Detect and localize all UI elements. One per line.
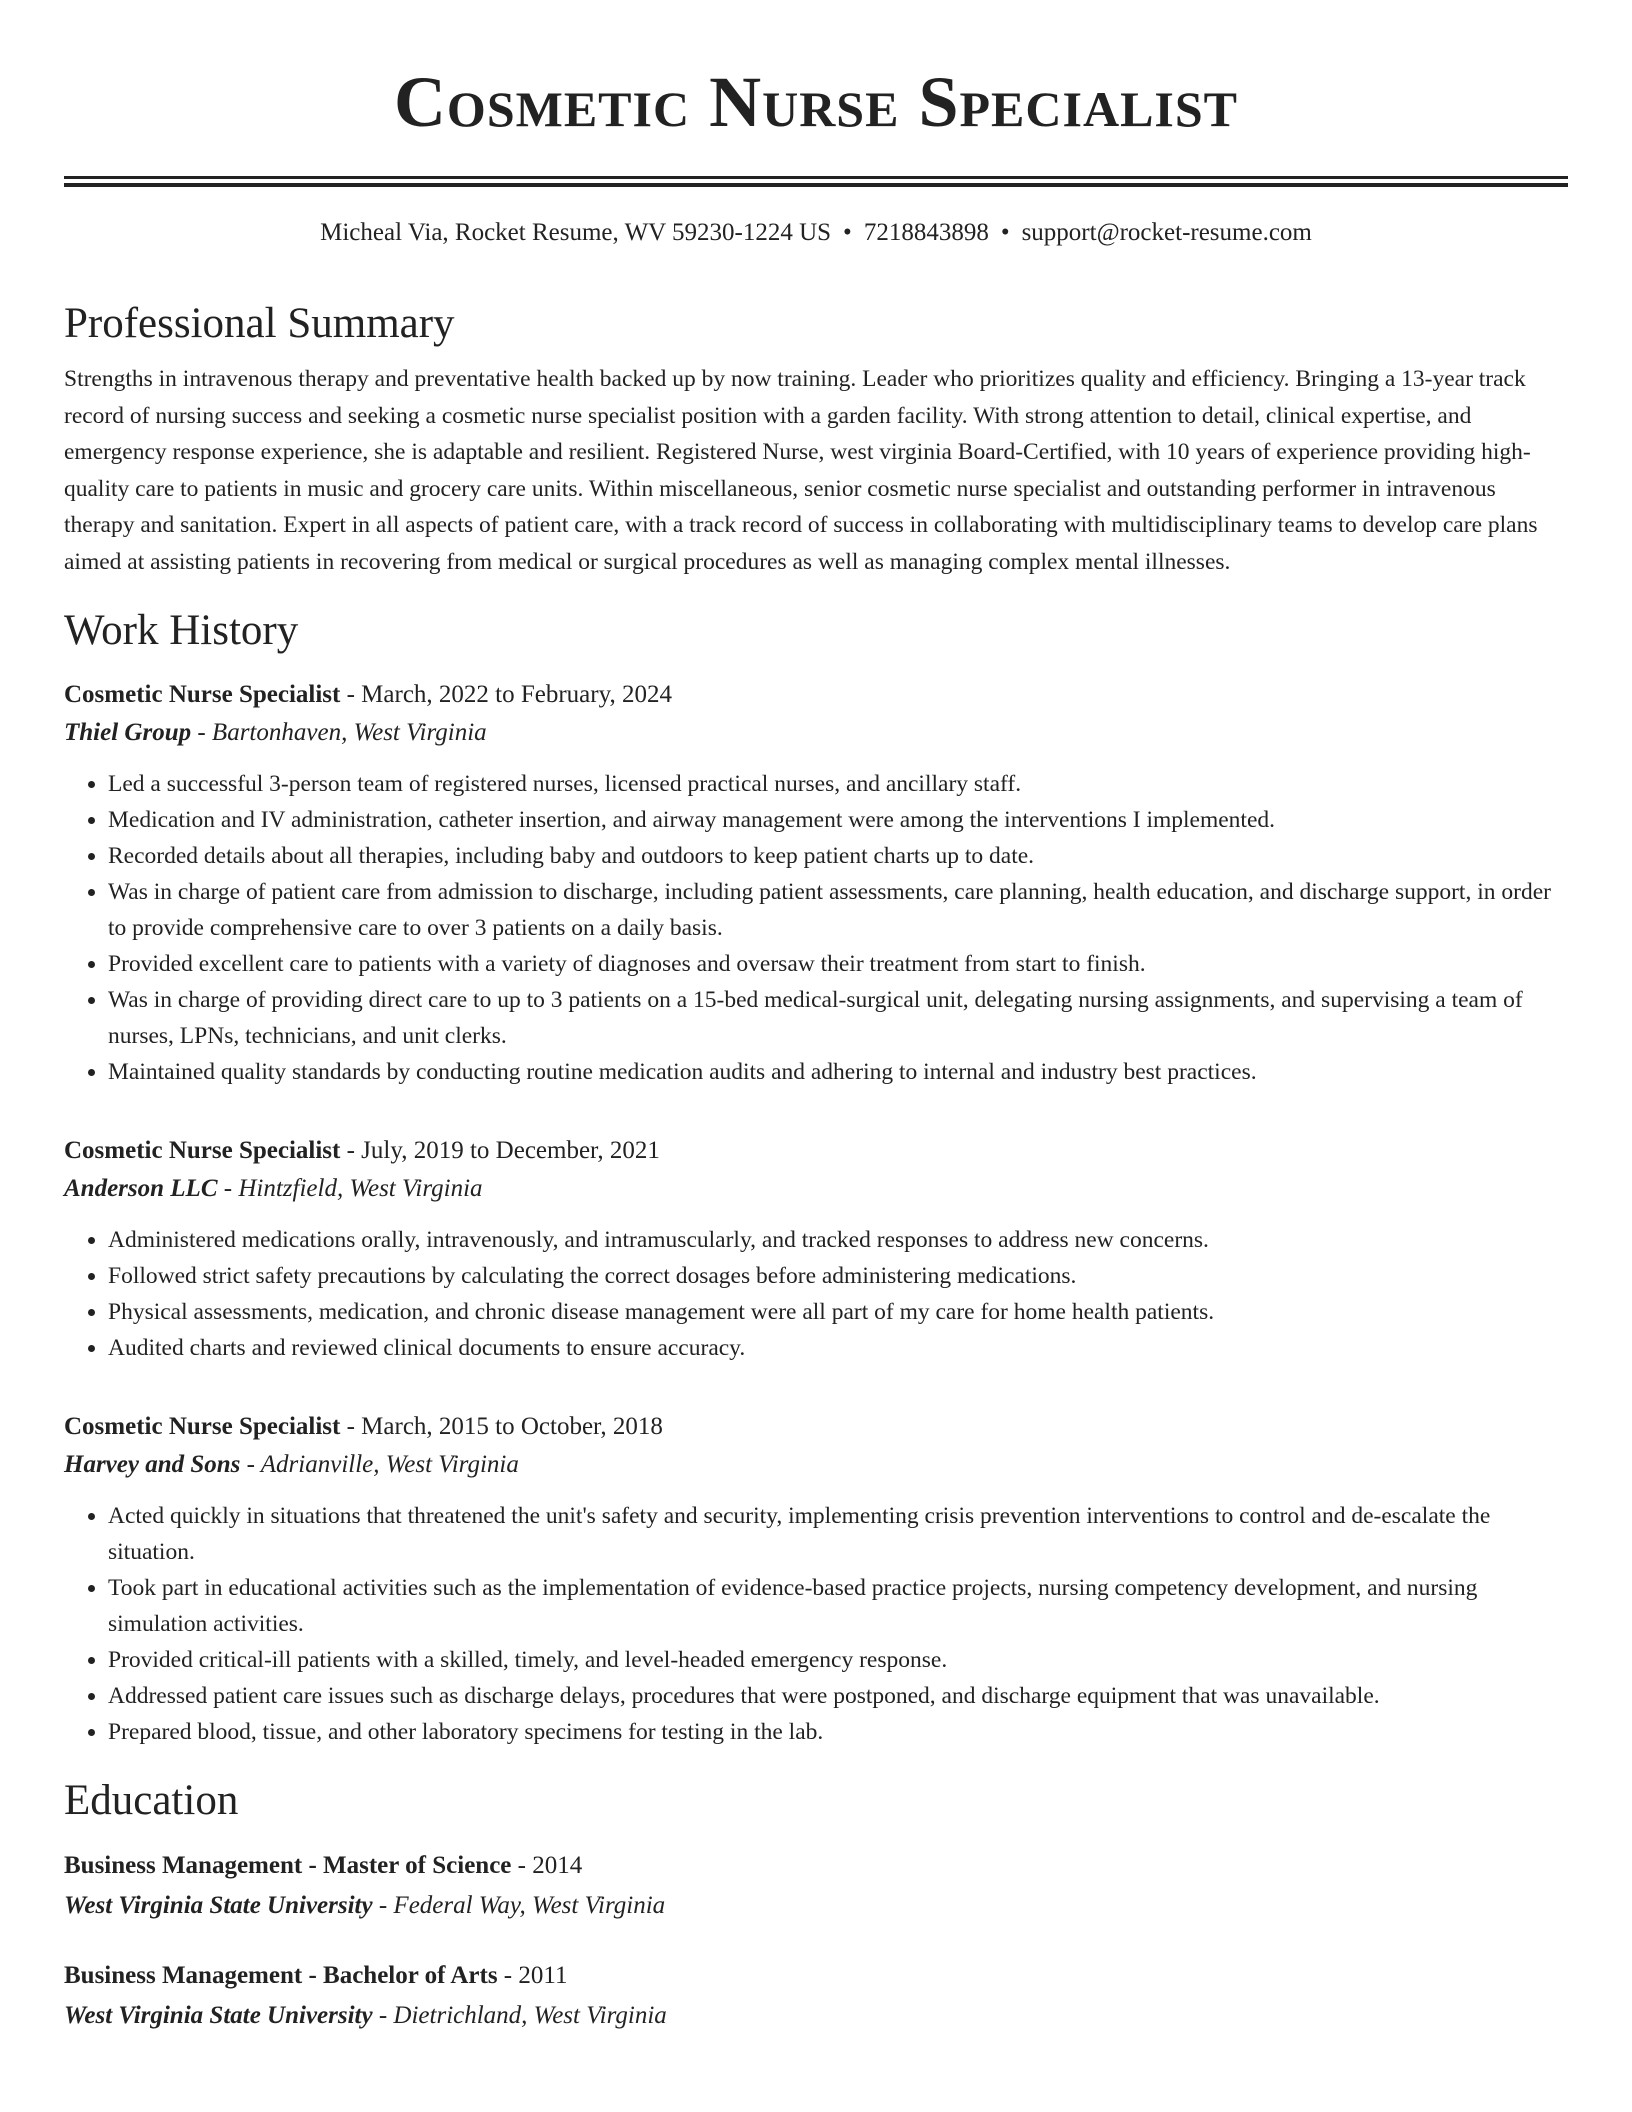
job-dates: - July, 2019 to December, 2021 [340,1137,660,1164]
job-role: Cosmetic Nurse Specialist [64,681,341,708]
education-degree-line [64,1956,1568,1996]
job-title-line [64,676,1568,714]
job-bullet: • Recorded details about all therapies, including baby and outdoors to keep patient charts up to date. [108,838,1568,874]
job-entry [64,1132,1568,1366]
job-company: Anderson LLC [64,1175,218,1202]
job-bullet: • Took part in educational activities such as the implementation of evidence-based practice projects, nursing competency development, and nursing simulation activities. [108,1570,1568,1642]
job-bullet: • Audited charts and reviewed clinical documents to ensure accuracy. [108,1330,1568,1366]
job-bullet: • Led a successful 3-person team of registered nurses, licensed practical nurses, and ancillary staff. [108,766,1568,802]
contact-line [64,217,1568,249]
education-school-line [64,1886,1568,1926]
job-location: - Hintzfield, West Virginia [217,1175,483,1202]
job-bullet: • Was in charge of patient care from admission to discharge, including patient assessments, care planning, health education, and discharge support, in order to provide comprehensive care to over 3 patients on a daily basis. [108,874,1568,946]
job-bullet: • Provided excellent care to patients with a variety of diagnoses and oversaw their treatment from start to finish. [108,946,1568,982]
job-bullet: • Followed strict safety precautions by calculating the correct dosages before administering medications. [108,1258,1568,1294]
education-location: - Federal Way, West Virginia [372,1892,666,1919]
job-bullet: • Maintained quality standards by conducting routine medication audits and adhering to internal and industry best practices. [108,1054,1568,1090]
job-bullet-list [64,766,1568,1090]
job-location: - Bartonhaven, West Virginia [191,719,487,746]
resume-name-title: Cosmetic Nurse Specialist [393,62,1239,142]
summary-heading: Professional Summary [64,300,455,347]
education-entry [64,1956,1568,2036]
job-bullet: • Medication and IV administration, catheter insertion, and airway management were among the interventions I implemented. [108,802,1568,838]
job-title-line [64,1132,1568,1170]
job-bullet: • Prepared blood, tissue, and other laboratory specimens for testing in the lab. [108,1714,1568,1750]
education-degree-line [64,1846,1568,1886]
work-history-heading: Work History [64,607,299,654]
job-bullet-list [64,1222,1568,1366]
education-heading: Education [64,1777,239,1824]
job-role: Cosmetic Nurse Specialist [64,1137,341,1164]
education-school: West Virginia State University [64,1892,373,1919]
job-entry [64,676,1568,1090]
job-bullet: • Addressed patient care issues such as discharge delays, procedures that were postponed, and discharge equipment that was unavailable. [108,1678,1568,1714]
job-role: Cosmetic Nurse Specialist [64,1413,341,1440]
contact-phone: 7218843898 [863,219,989,246]
education-school: West Virginia State University [64,2002,373,2029]
job-bullet: • Acted quickly in situations that threatened the unit's safety and security, implementing crisis prevention interventions to control and de-escalate the situation. [108,1498,1568,1570]
job-dates: - March, 2022 to February, 2024 [340,681,672,708]
job-bullet: • Administered medications orally, intravenously, and intramuscularly, and tracked responses to address new concerns. [108,1222,1568,1258]
job-bullet: • Provided critical-ill patients with a skilled, timely, and level-headed emergency response. [108,1642,1568,1678]
education-school-line [64,1996,1568,2036]
job-bullet: • Was in charge of providing direct care to up to 3 patients on a 15-bed medical-surgical unit, delegating nursing assignments, and supervising a team of nurses, LPNs, technicians, and unit clerks. [108,982,1568,1054]
contact-email: support@rocket-resume.com [1021,219,1312,246]
education-degree: Business Management - Master of Science [64,1852,512,1879]
job-company: Harvey and Sons [64,1451,241,1478]
education-entry [64,1846,1568,1926]
job-location: - Adrianville, West Virginia [240,1451,519,1478]
job-company-line [64,714,1568,752]
summary-text: Strengths in intravenous therapy and preventative health backed up by now training. Leader who prioritizes quality and efficiency. Bringing a 13-year track record of nursing success and seeking a cosmetic nurse specialist position with a garden facility. With strong attention to detail, clinical expertise, and emergency response experience, she is adaptable and resilient. Registered Nurse, west virginia Board-Certified, with 10 years of experience providing high-quality care to patients in music and grocery care units. Within miscellaneous, senior cosmetic nurse specialist and outstanding performer in intravenous therapy and sanitation. Expert in all aspects of patient care, with a track record of success in collaborating with multidisciplinary teams to develop care plans aimed at assisting patients in recovering from medical or surgical procedures as well as managing complex mental illnesses. [64,366,1538,575]
education-year: - 2011 [497,1962,568,1989]
job-dates: - March, 2015 to October, 2018 [340,1413,663,1440]
contact-separator: • [843,219,852,246]
job-company-line [64,1446,1568,1484]
job-company-line [64,1170,1568,1208]
job-bullet: • Physical assessments, medication, and chronic disease management were all part of my care for home health patients. [108,1294,1568,1330]
contact-address: Micheal Via, Rocket Resume, WV 59230-1224 US [320,219,832,246]
education-degree: Business Management - Bachelor of Arts [64,1962,498,1989]
education-year: - 2014 [511,1852,583,1879]
job-entry [64,1408,1568,1750]
job-title-line [64,1408,1568,1446]
job-bullet-list [64,1498,1568,1750]
education-location: - Dietrichland, West Virginia [372,2002,667,2029]
contact-separator: • [1000,219,1010,246]
job-company: Thiel Group [64,719,192,746]
header-double-rule [64,176,1568,187]
